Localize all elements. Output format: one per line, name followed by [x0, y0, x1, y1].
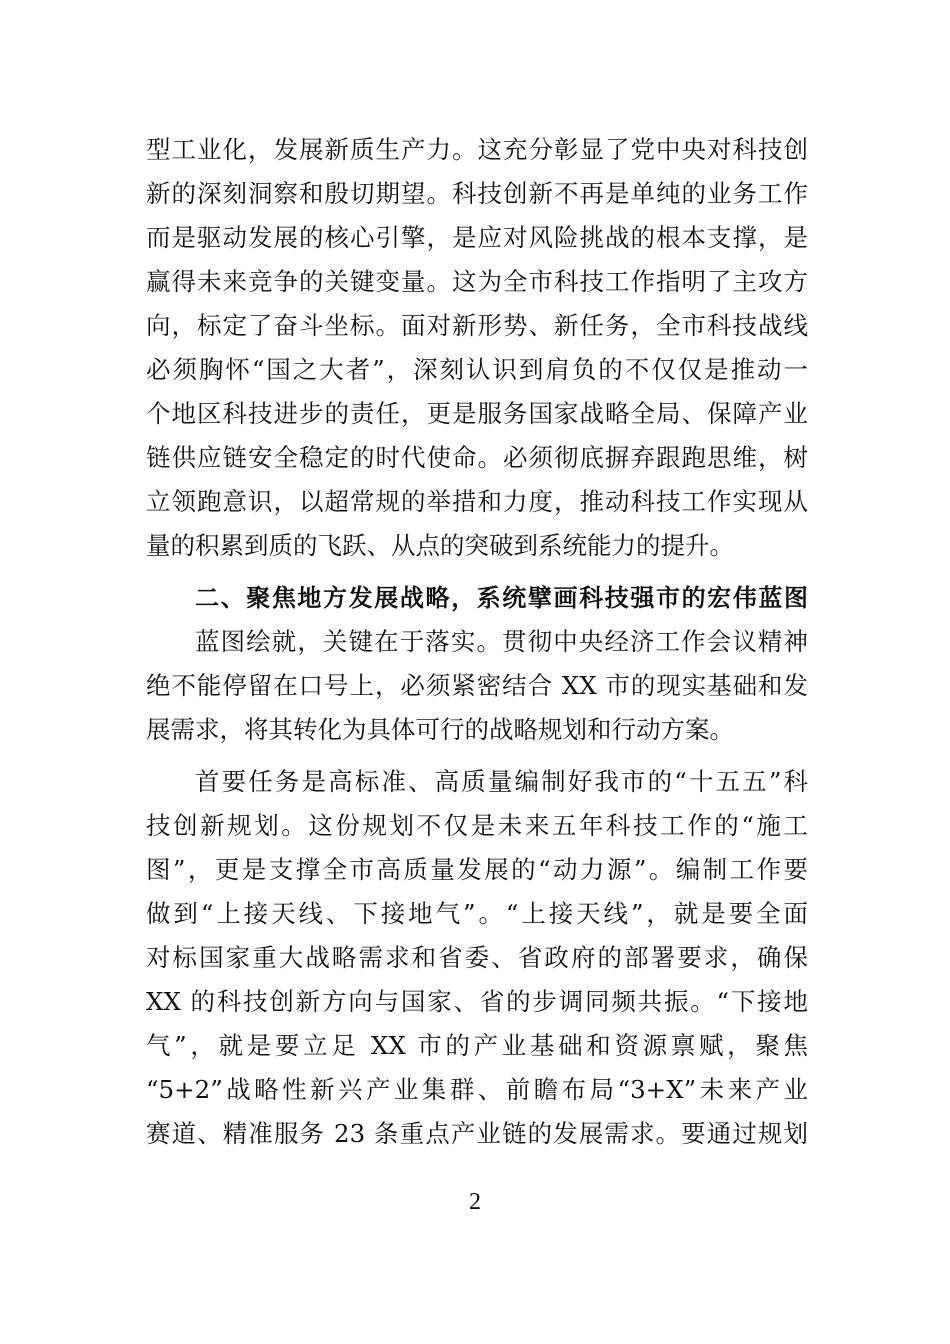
paragraph-1-line-2: 新的深刻洞察和殷切期望。科技创新不再是单纯的业务工作 [146, 179, 808, 208]
paragraph-3-line-2: 技创新规划。这份规划不仅是未来五年科技工作的“施工 [146, 811, 808, 840]
paragraph-3-line-9: 赛道、精准服务 23 条重点产业链的发展需求。要通过规划 [146, 1119, 808, 1148]
paragraph-1-line-8: 链供应链安全稳定的时代使命。必须彻底摒弃跟跑思维，树 [146, 443, 808, 472]
paragraph-2-line-2: 绝不能停留在口号上，必须紧密结合 XX 市的现实基础和发 [146, 671, 808, 700]
paragraph-3-line-4: 做到“上接天线、下接地气”。“上接天线”，就是要全面 [146, 899, 808, 928]
paragraph-3-line-7: 气”，就是要立足 XX 市的产业基础和资源禀赋，聚焦 [146, 1031, 808, 1060]
paragraph-1-line-10: 量的积累到质的飞跃、从点的突破到系统能力的提升。 [146, 531, 734, 560]
paragraph-1-line-7: 个地区科技进步的责任，更是服务国家战略全局、保障产业 [146, 399, 808, 428]
paragraph-1-line-1: 型工业化，发展新质生产力。这充分彰显了党中央对科技创 [146, 135, 808, 164]
paragraph-1-line-5: 向，标定了奋斗坐标。面对新形势、新任务，全市科技战线 [146, 311, 808, 340]
paragraph-2-line-1: 蓝图绘就，关键在于落实。贯彻中央经济工作会议精神 [195, 627, 808, 656]
paragraph-1-line-9: 立领跑意识，以超常规的举措和力度，推动科技工作实现从 [146, 487, 808, 516]
paragraph-3-line-3: 图”，更是支撑全市高质量发展的“动力源”。编制工作要 [146, 855, 808, 884]
paragraph-3-line-1: 首要任务是高标准、高质量编制好我市的“十五五”科 [195, 767, 808, 796]
section-heading: 二、聚焦地方发展战略，系统擘画科技强市的宏伟蓝图 [195, 584, 808, 612]
paragraph-2-line-3: 展需求，将其转化为具体可行的战略规划和行动方案。 [146, 715, 734, 744]
page-number: 2 [469, 1189, 481, 1215]
paragraph-3-line-8: “5+2”战略性新兴产业集群、前瞻布局“3+X”未来产业 [146, 1075, 808, 1104]
paragraph-3-line-5: 对标国家重大战略需求和省委、省政府的部署要求，确保 [146, 943, 808, 972]
paragraph-1-line-6: 必须胸怀“国之大者”，深刻认识到肩负的不仅仅是推动一 [146, 355, 808, 384]
paragraph-1-line-3: 而是驱动发展的核心引擎，是应对风险挑战的根本支撑，是 [146, 223, 808, 252]
paragraph-1-line-4: 赢得未来竞争的关键变量。这为全市科技工作指明了主攻方 [146, 267, 808, 296]
paragraph-3-line-6: XX 的科技创新方向与国家、省的步调同频共振。“下接地 [146, 987, 808, 1016]
